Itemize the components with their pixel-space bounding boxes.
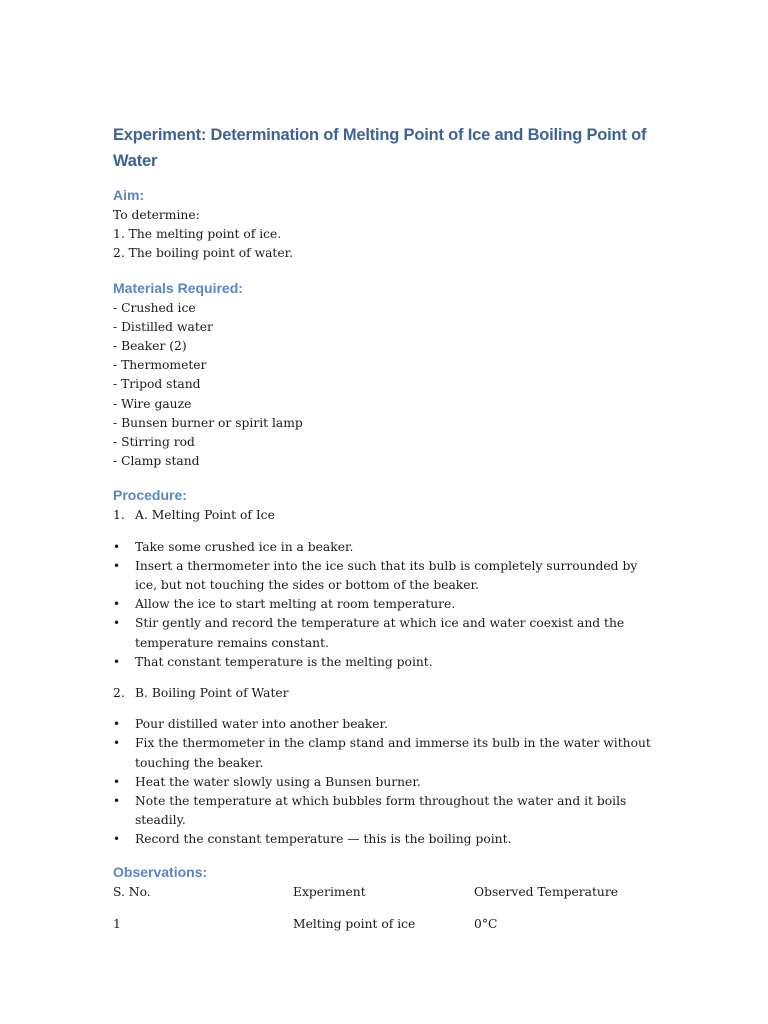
aim-section <box>113 185 658 264</box>
material-item: - Thermometer <box>113 358 207 373</box>
procedure-step: • Stir gently and record the temperature at which ice and water coexist and the temperature remains constant. <box>113 614 658 652</box>
document-title: Experiment: Determination of Melting Point of Ice and Boiling Point of Water <box>113 126 647 170</box>
observations-heading: Observations: <box>113 863 208 880</box>
bullet-icon: • <box>113 794 121 809</box>
materials-section <box>113 278 658 472</box>
table-row <box>113 915 658 934</box>
column-header: Experiment <box>293 884 366 899</box>
procedure-step: • Heat the water slowly using a Bunsen burner. <box>113 773 658 792</box>
bullet-icon: • <box>113 736 121 751</box>
table-cell: 1 <box>113 916 121 931</box>
material-item: - Wire gauze <box>113 396 192 411</box>
bullet-icon: • <box>113 774 121 789</box>
bullet-icon: • <box>113 558 121 573</box>
procedure-steps <box>113 715 658 849</box>
bullet-icon: • <box>113 597 121 612</box>
procedure-part <box>113 684 658 703</box>
procedure-part <box>113 506 658 525</box>
table-cell: 0°C <box>474 916 498 931</box>
material-item: - Stirring rod <box>113 435 195 450</box>
aim-line: 1. The melting point of ice. <box>113 227 282 242</box>
document-page <box>113 122 658 948</box>
observations-section <box>113 862 658 934</box>
aim-line: To determine: <box>113 208 200 222</box>
procedure-step: • Allow the ice to start melting at room temperature. <box>113 595 658 614</box>
observations-header-row <box>113 883 658 902</box>
material-item: - Bunsen burner or spirit lamp <box>113 415 303 430</box>
procedure-step: • Record the constant temperature — this is the boiling point. <box>113 830 658 849</box>
materials-heading: Materials Required: <box>113 279 243 296</box>
aim-heading: Aim: <box>113 187 145 203</box>
material-item: - Clamp stand <box>113 454 200 469</box>
bullet-icon: • <box>113 654 121 669</box>
procedure-part-number: 1. <box>113 508 125 523</box>
procedure-steps <box>113 538 658 672</box>
aim-line: 2. The boiling point of water. <box>113 246 294 261</box>
procedure-part-title: B. Boiling Point of Water <box>135 686 289 701</box>
procedure-section <box>113 485 658 849</box>
procedure-step: • Pour distilled water into another beaker. <box>113 715 658 734</box>
procedure-step: • Take some crushed ice in a beaker. <box>113 538 658 557</box>
material-item: - Crushed ice <box>113 300 196 315</box>
bullet-icon: • <box>113 616 121 631</box>
column-header: S. No. <box>113 884 151 899</box>
material-item: - Tripod stand <box>113 377 201 392</box>
bullet-icon: • <box>113 717 121 732</box>
procedure-part-title: A. Melting Point of Ice <box>135 508 275 523</box>
procedure-step: • That constant temperature is the melting point. <box>113 653 658 672</box>
material-item: - Beaker (2) <box>113 339 187 354</box>
material-item: - Distilled water <box>113 319 213 334</box>
bullet-icon: • <box>113 832 121 847</box>
bullet-icon: • <box>113 539 121 554</box>
table-cell: Melting point of ice <box>293 916 416 931</box>
procedure-step: • Note the temperature at which bubbles form throughout the water and it boils steadily. <box>113 792 658 830</box>
procedure-step: • Insert a thermometer into the ice such that its bulb is completely surrounded by ice, but not touching the sides or bottom of the beaker. <box>113 557 658 595</box>
procedure-part-number: 2. <box>113 686 125 701</box>
procedure-step: • Fix the thermometer in the clamp stand and immerse its bulb in the water without touching the beaker. <box>113 734 658 772</box>
column-header: Observed Temperature <box>474 884 618 899</box>
procedure-heading: Procedure: <box>113 487 187 504</box>
